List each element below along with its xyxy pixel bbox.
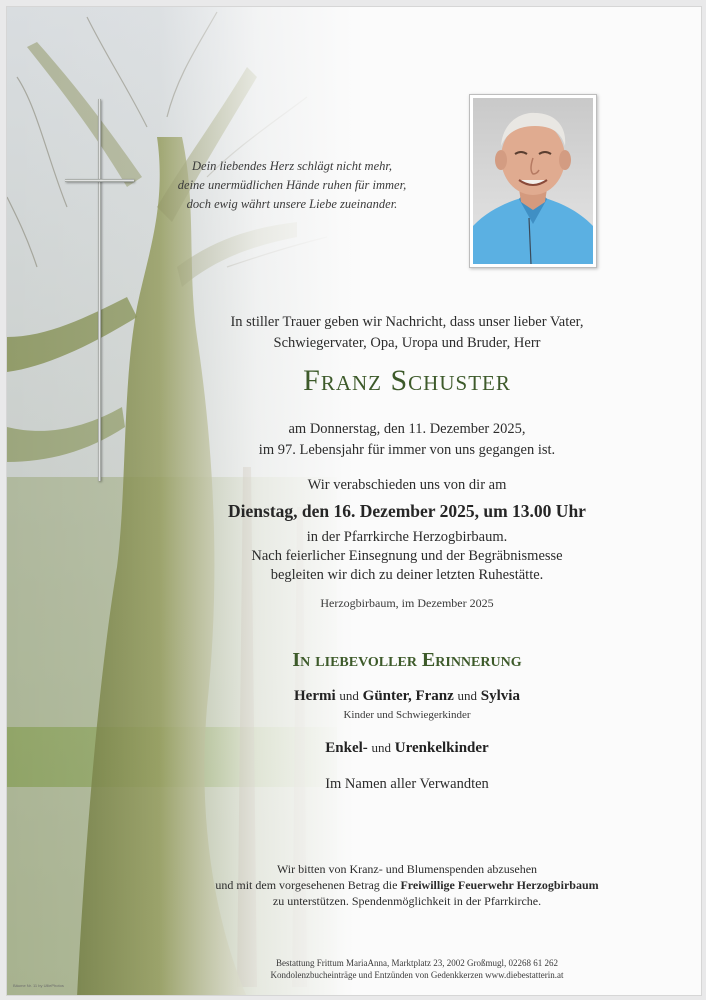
conjunction: und bbox=[339, 688, 359, 703]
funeral-home-address: Bestattung Frittum MariaAnna, Marktplatz 23, 2002 Großmugl, 02268 61 262 bbox=[276, 958, 558, 968]
child-name: Hermi bbox=[294, 688, 336, 704]
place-and-date: Herzogbirbaum, im Dezember 2025 bbox=[320, 596, 494, 610]
great-grandchildren-label: Urenkelkinder bbox=[394, 740, 489, 756]
donation-text: und mit dem vorgesehenen Betrag die bbox=[215, 878, 398, 892]
conjunction: und bbox=[371, 740, 392, 755]
cross-vertical-beam bbox=[98, 99, 101, 481]
farewell-line: Wir verabschieden uns von dir am bbox=[307, 477, 507, 493]
child-name: Sylvia bbox=[480, 688, 520, 704]
child-name: Günter, Franz bbox=[362, 688, 454, 704]
grandchildren-label: Enkel- bbox=[325, 740, 368, 756]
ceremony-line: in der Pfarrkirche Herzogbirbaum. bbox=[306, 529, 508, 545]
deceased-name: Franz Schuster bbox=[303, 364, 511, 397]
poem-line: deine unermüdlichen Hände ruhen für immer, bbox=[177, 178, 407, 192]
intro-line: Schwiegervater, Opa, Uropa und Bruder, Herr bbox=[273, 335, 541, 351]
death-date-line: am Donnerstag, den 11. Dezember 2025, bbox=[288, 421, 526, 437]
donation-line bbox=[147, 877, 667, 893]
donation-line: zu unterstützen. Spendenmöglichkeit in der Pfarrkirche. bbox=[272, 894, 542, 908]
announcement-intro bbox=[207, 312, 607, 354]
children-names bbox=[207, 688, 607, 705]
ceremony-details bbox=[207, 528, 607, 585]
condolence-info: Kondolenzbucheinträge und Entzünden von Gedenkkerzen www.diebestatterin.at bbox=[270, 970, 564, 980]
relatives-line: Im Namen aller Verwandten bbox=[325, 776, 489, 792]
death-details bbox=[207, 419, 607, 461]
photo-credit: Bäume Nr. 11 by UlliePhotos bbox=[13, 983, 64, 988]
ceremony-line: begleiten wir dich zu deiner letzten Ruhestätte. bbox=[270, 567, 544, 583]
ceremony-line: Nach feierlicher Einsegnung und der Begräbnismesse bbox=[251, 548, 563, 564]
funeral-date: Dienstag, den 16. Dezember 2025, um 13.00 Uhr bbox=[228, 501, 586, 521]
conjunction: und bbox=[457, 688, 478, 703]
grandchildren-line bbox=[207, 740, 607, 757]
donation-line: Wir bitten von Kranz- und Blumenspenden abzusehen bbox=[276, 862, 538, 876]
donation-request bbox=[147, 861, 667, 909]
memory-heading: In liebevoller Erinnerung bbox=[292, 649, 522, 671]
poem bbox=[157, 157, 427, 214]
portrait-image bbox=[473, 98, 593, 264]
obituary-sheet bbox=[6, 6, 702, 996]
poem-line: Dein liebendes Herz schlägt nicht mehr, bbox=[192, 159, 392, 173]
funeral-home-footer bbox=[187, 957, 647, 981]
children-caption: Kinder und Schwiegerkinder bbox=[343, 709, 471, 721]
cross-horizontal-beam bbox=[65, 179, 134, 182]
portrait-photo bbox=[469, 94, 597, 268]
poem-line: doch ewig währt unsere Liebe zueinander. bbox=[186, 197, 398, 211]
intro-line: In stiller Trauer geben wir Nachricht, dass unser lieber Vater, bbox=[230, 314, 584, 330]
death-age-line: im 97. Lebensjahr für immer von uns gegangen ist. bbox=[258, 442, 556, 458]
donation-recipient: Freiwillige Feuerwehr Herzogbirbaum bbox=[400, 878, 599, 892]
